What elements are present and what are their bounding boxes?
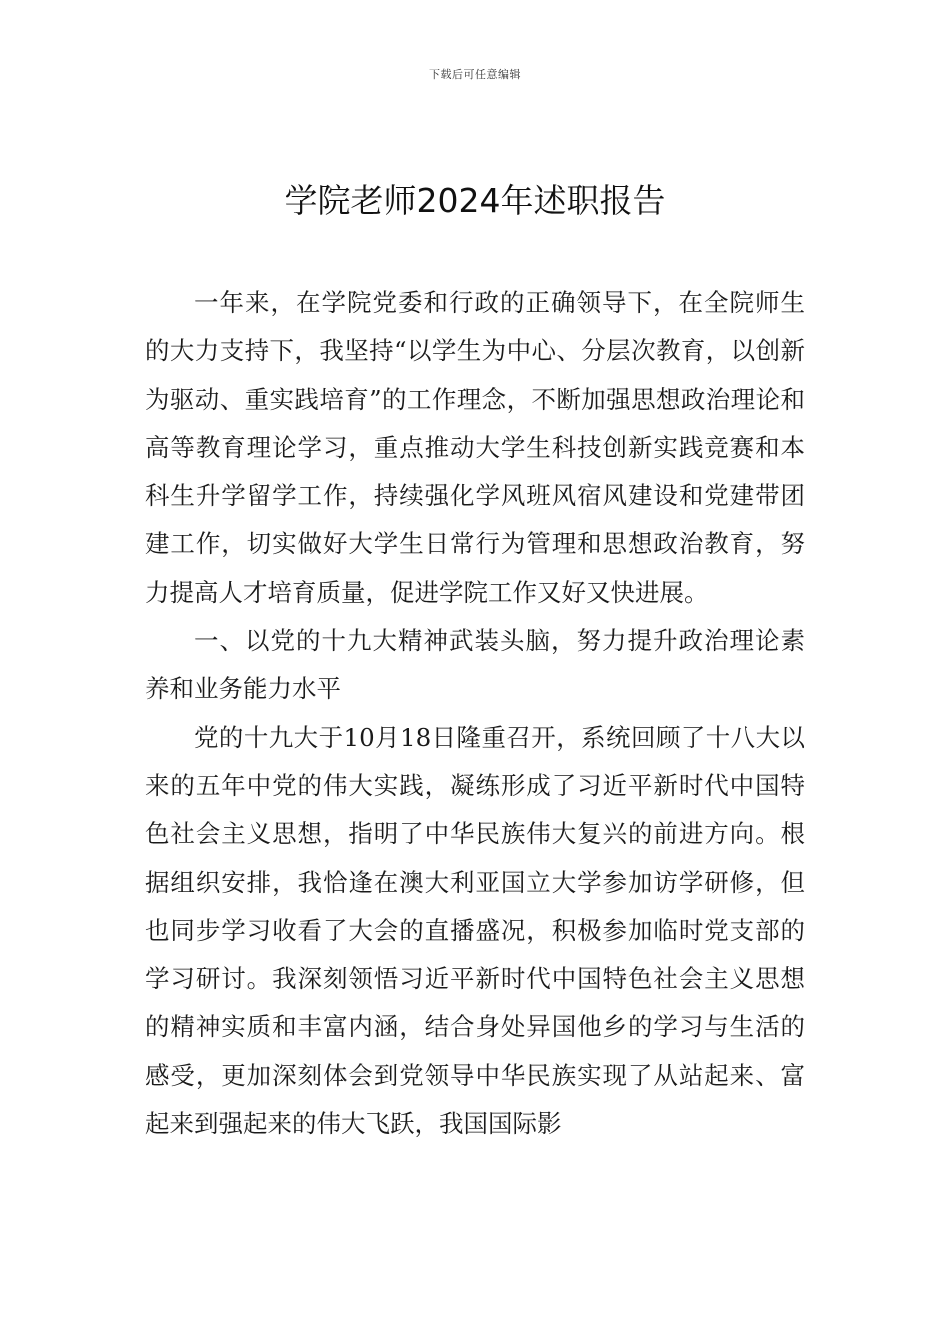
section-heading-1: 一、以党的十九大精神武装头脑，努力提升政治理论素养和业务能力水平 [145, 626, 805, 704]
paragraph-intro: 一年来，在学院党委和行政的正确领导下，在全院师生的大力支持下，我坚持“以学生为中心、分层次教育，以创新为驱动、重实践培育”的工作理念，不断加强思想政治理论和高等教育理论学习，重点推动大学生科技创新实践竞赛和本科生升学留学工作，持续强化学风班风宿风建设和党建带团建工作，切实做好大学生日常行为管理和思想政治教育，努力提高人才培育质量，促进学院工作又好又快进展。 [145, 288, 805, 607]
document-title: 学院老师2024年述职报告 [284, 181, 666, 220]
paragraph-section-1: 党的十九大于10月18日隆重召开，系统回顾了十八大以来的五年中党的伟大实践，凝练形成了习近平新时代中国特色社会主义思想，指明了中华民族伟大复兴的前进方向。根据组织安排，我恰逢在澳大利亚国立大学参加访学研修，但也同步学习收看了大会的直播盛况，积极参加临时党支部的学习研讨。我深刻领悟习近平新时代中国特色社会主义思想的精神实质和丰富内涵，结合身处异国他乡的学习与生活的感受，更加深刻体会到党领导中华民族实现了从站起来、富起来到强起来的伟大飞跃，我国国际影 [145, 722, 805, 1139]
document-body [145, 279, 805, 1148]
header-note: 下载后可任意编辑 [429, 68, 521, 81]
